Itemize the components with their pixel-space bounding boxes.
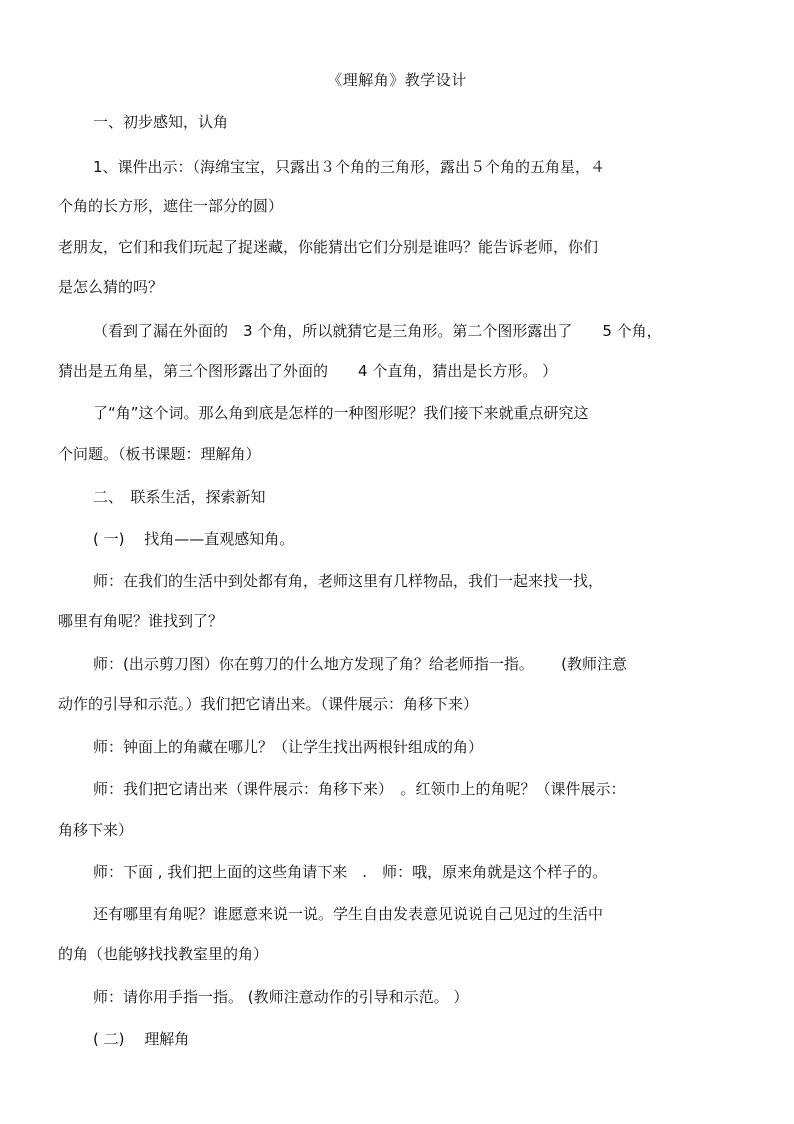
paragraph-line: 师：在我们的生活中到处都有角，老师这里有几样物品，我们一起来找一找， xyxy=(93,572,604,590)
paragraph-line: 还有哪里有角呢？谁愿意来说一说。学生自由发表意见说说自己见过的生活中 xyxy=(93,905,604,923)
paragraph-line: 师：我们把它请出来（课件展示：角移下来） 。红领巾上的角呢？（课件展示： xyxy=(93,780,626,798)
section-heading-2: 二、 联系生活，探索新知 xyxy=(93,488,266,506)
paragraph-line: 个问题。（板书课题：理解角） xyxy=(58,445,261,463)
paragraph-line: 猜出是五角星，第三个图形露出了外面的 4 个直角，猜出是长方形。 ） xyxy=(58,362,558,380)
paragraph-line: 的角（也能够找找教室里的角） xyxy=(58,945,269,963)
document-title: 《理解角》教学设计 xyxy=(327,71,467,89)
paragraph-line: 角移下来） xyxy=(58,821,134,839)
subsection-heading-2: ( 二) 理解角 xyxy=(93,1030,190,1048)
paragraph-line: 动作的引导和示范。）我们把它请出来。（课件展示：角移下来） xyxy=(58,695,479,713)
subsection-heading-1: ( 一) 找角——直观感知角。 xyxy=(93,530,295,548)
paragraph-line: 个角的长方形，遮住一部分的圆） xyxy=(58,197,284,215)
paragraph-line: 是怎么猜的吗？ xyxy=(58,278,164,296)
paragraph-line: （看到了漏在外面的 3 个角，所以就猜它是三角形。第二个图形露出了 5 个角， xyxy=(93,322,662,340)
paragraph-line: 师：钟面上的角藏在哪儿？（让学生找出两根针组成的角） xyxy=(93,738,484,756)
paragraph-line: 了“角”这个词。那么角到底是怎样的一种图形呢？我们接下来就重点研究这 xyxy=(93,404,589,422)
paragraph-line: 哪里有角呢？谁找到了？ xyxy=(58,612,224,630)
paragraph-line: 老朋友，它们和我们玩起了捉迷藏，你能猜出它们分别是谁吗？能告诉老师，你们 xyxy=(58,238,599,256)
paragraph-line: 1、课件出示：（海绵宝宝，只露出３个角的三角形，露出５个角的五角星，４ xyxy=(93,158,606,176)
section-heading-1: 一、初步感知，认角 xyxy=(93,113,229,131)
paragraph-line: 师：(出示剪刀图）你在剪刀的什么地方发现了角？给老师指一指。 (教师注意 xyxy=(93,655,627,673)
paragraph-line: 师：下面 , 我们把上面的这些角请下来 . 师：哦，原来角就是这个样子的。 xyxy=(93,863,608,881)
paragraph-line: 师：请你用手指一指。 (教师注意动作的引导和示范。 ） xyxy=(93,988,469,1006)
